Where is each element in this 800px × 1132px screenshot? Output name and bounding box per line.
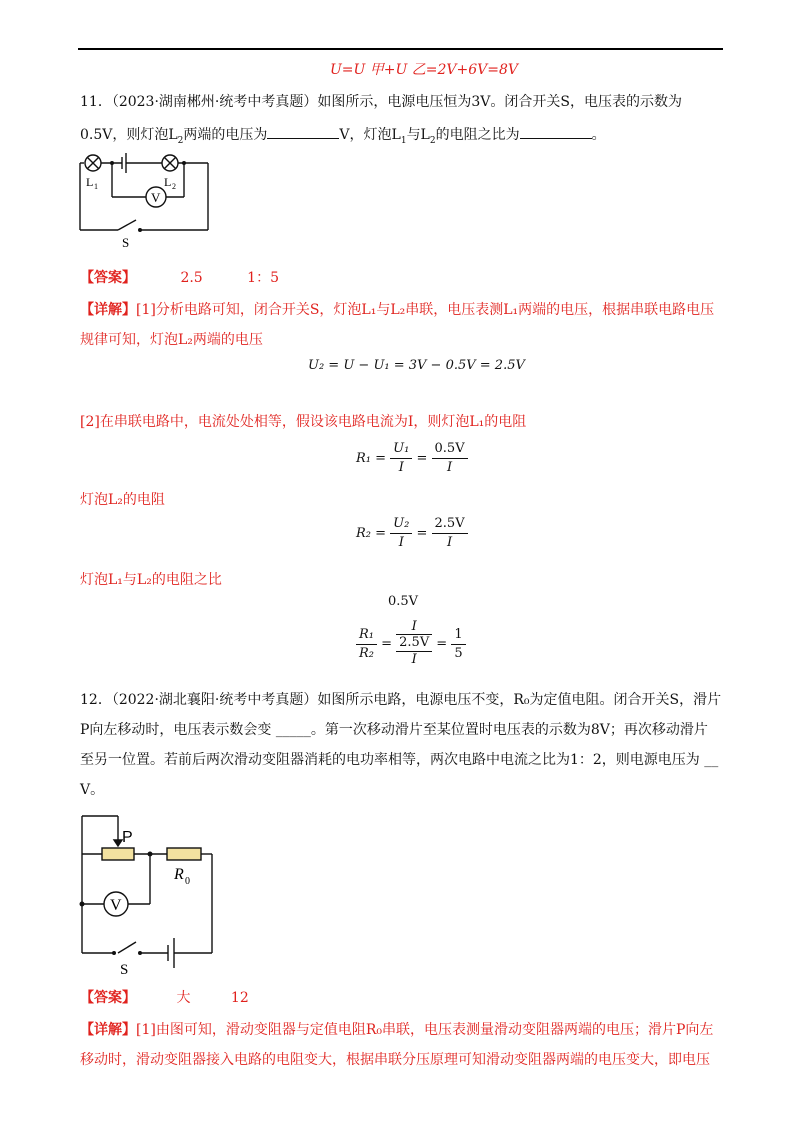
label-s: S [120,962,129,978]
q11-detail-5: 灯泡L₁与L₂的电阻之比 [80,572,222,588]
detail-text: [1]由图可知，滑动变阻器与定值电阻R₀串联，电压表测量滑动变阻器两端的电压；滑片P向左 [136,1022,714,1038]
q12-line2: P向左移动时，电压表示数会变 _____。第一次移动滑片至某位置时电压表的示数为8V；再次移动滑片 [80,722,708,738]
q11-line1: 11．（2023·湖南郴州·统考中考真题）如图所示，电源电压恒为3V。闭合开关S，电压表的示数为 [80,94,682,110]
q12-line3: 至另一位置。若前后两次滑动变阻器消耗的电功率相等，两次电路中电流之比为1：2，则电源电压为 __ [80,752,719,768]
q11-text-e: 的电阻之比为 [435,127,520,143]
q12-detail-1 [80,1020,713,1040]
answer-label: 【答案】 [80,270,136,286]
top-formula: U=U 甲+U 乙=2V+6V=8V [330,62,519,78]
label-v: V [151,190,161,205]
label-l2: L [164,175,172,189]
q11-sub: 2 [177,135,184,146]
q11-text-d: 与L [406,127,430,143]
label-r0: R [174,866,184,883]
label-l2-sub: 2 [172,182,176,191]
detail-text: [1]分析电路可知，闭合开关S，灯泡L₁与L₂串联，电压表测L₁两端的电压，根据串联电路电压 [136,302,715,318]
switch-icon [118,220,136,230]
q11-detail-1 [80,300,714,320]
answer-value-1: 2.5 [180,270,203,286]
label-p: P [122,829,133,846]
q12-detail-2: 移动时，滑动变阻器接入电路的电阻变大，根据串联分压原理可知滑动变阻器两端的电压变大，即电压 [80,1052,710,1068]
answer-value-1: 大 [176,990,191,1006]
label-v: V [110,897,122,914]
rheostat-icon [102,848,134,860]
q11-text-a: 0.5V，则灯泡L [80,127,178,143]
q11-eq2: R₁ = $\frac{\text{U₁}}{I}$ = $\frac{0.5V}{I}$ [356,440,468,477]
q11-circuit-diagram [70,145,220,250]
detail-label: 【详解】 [80,302,136,318]
detail-label: 【详解】 [80,1022,136,1038]
answer-value-2: 1：5 [247,270,279,286]
q11-detail-4: 灯泡L₂的电阻 [80,492,165,508]
q12-line1: 12．（2022·湖北襄阳·统考中考真题）如图所示电路，电源电压不变，R₀为定值电阻。闭合开关S，滑片 [80,692,722,708]
label-r0-sub: 0 [185,876,190,887]
header-rule [78,48,723,50]
answer-value-2: 12 [230,990,249,1006]
q11-eq3: R₂ = $\frac{\text{U₂}}{I}$ = $\frac{2.5V}{I}$ [356,515,468,552]
q11-answer [80,268,279,288]
label-l1: L [86,175,94,189]
q12-answer [80,988,249,1008]
q11-eq1: U₂ = U − U₁ = 3V − 0.5V = 2.5V [308,358,525,373]
answer-label: 【答案】 [80,990,136,1006]
q11-text-f: 。 [591,127,606,143]
q11-blank-2[interactable] [520,124,592,139]
q11-blank-1[interactable] [267,124,339,139]
label-l1-sub: 1 [94,182,98,191]
label-s: S [122,235,130,250]
q11-sub: 2 [429,135,436,146]
q11-text-c: V，灯泡L [339,127,401,143]
resistor-r0-icon [167,848,201,860]
q12-circuit-diagram [70,808,230,978]
q12-line4: V。 [80,782,105,798]
q11-sub: 1 [400,135,407,146]
q11-detail-2: 规律可知，灯泡L₂两端的电压 [80,332,263,348]
q11-text-b: 两端的电压为 [183,127,268,143]
switch-icon [118,942,136,953]
q11-detail-3: [2]在串联电路中，电流处处相等，假设该电路电流为I，则灯泡L₁的电阻 [80,414,527,430]
